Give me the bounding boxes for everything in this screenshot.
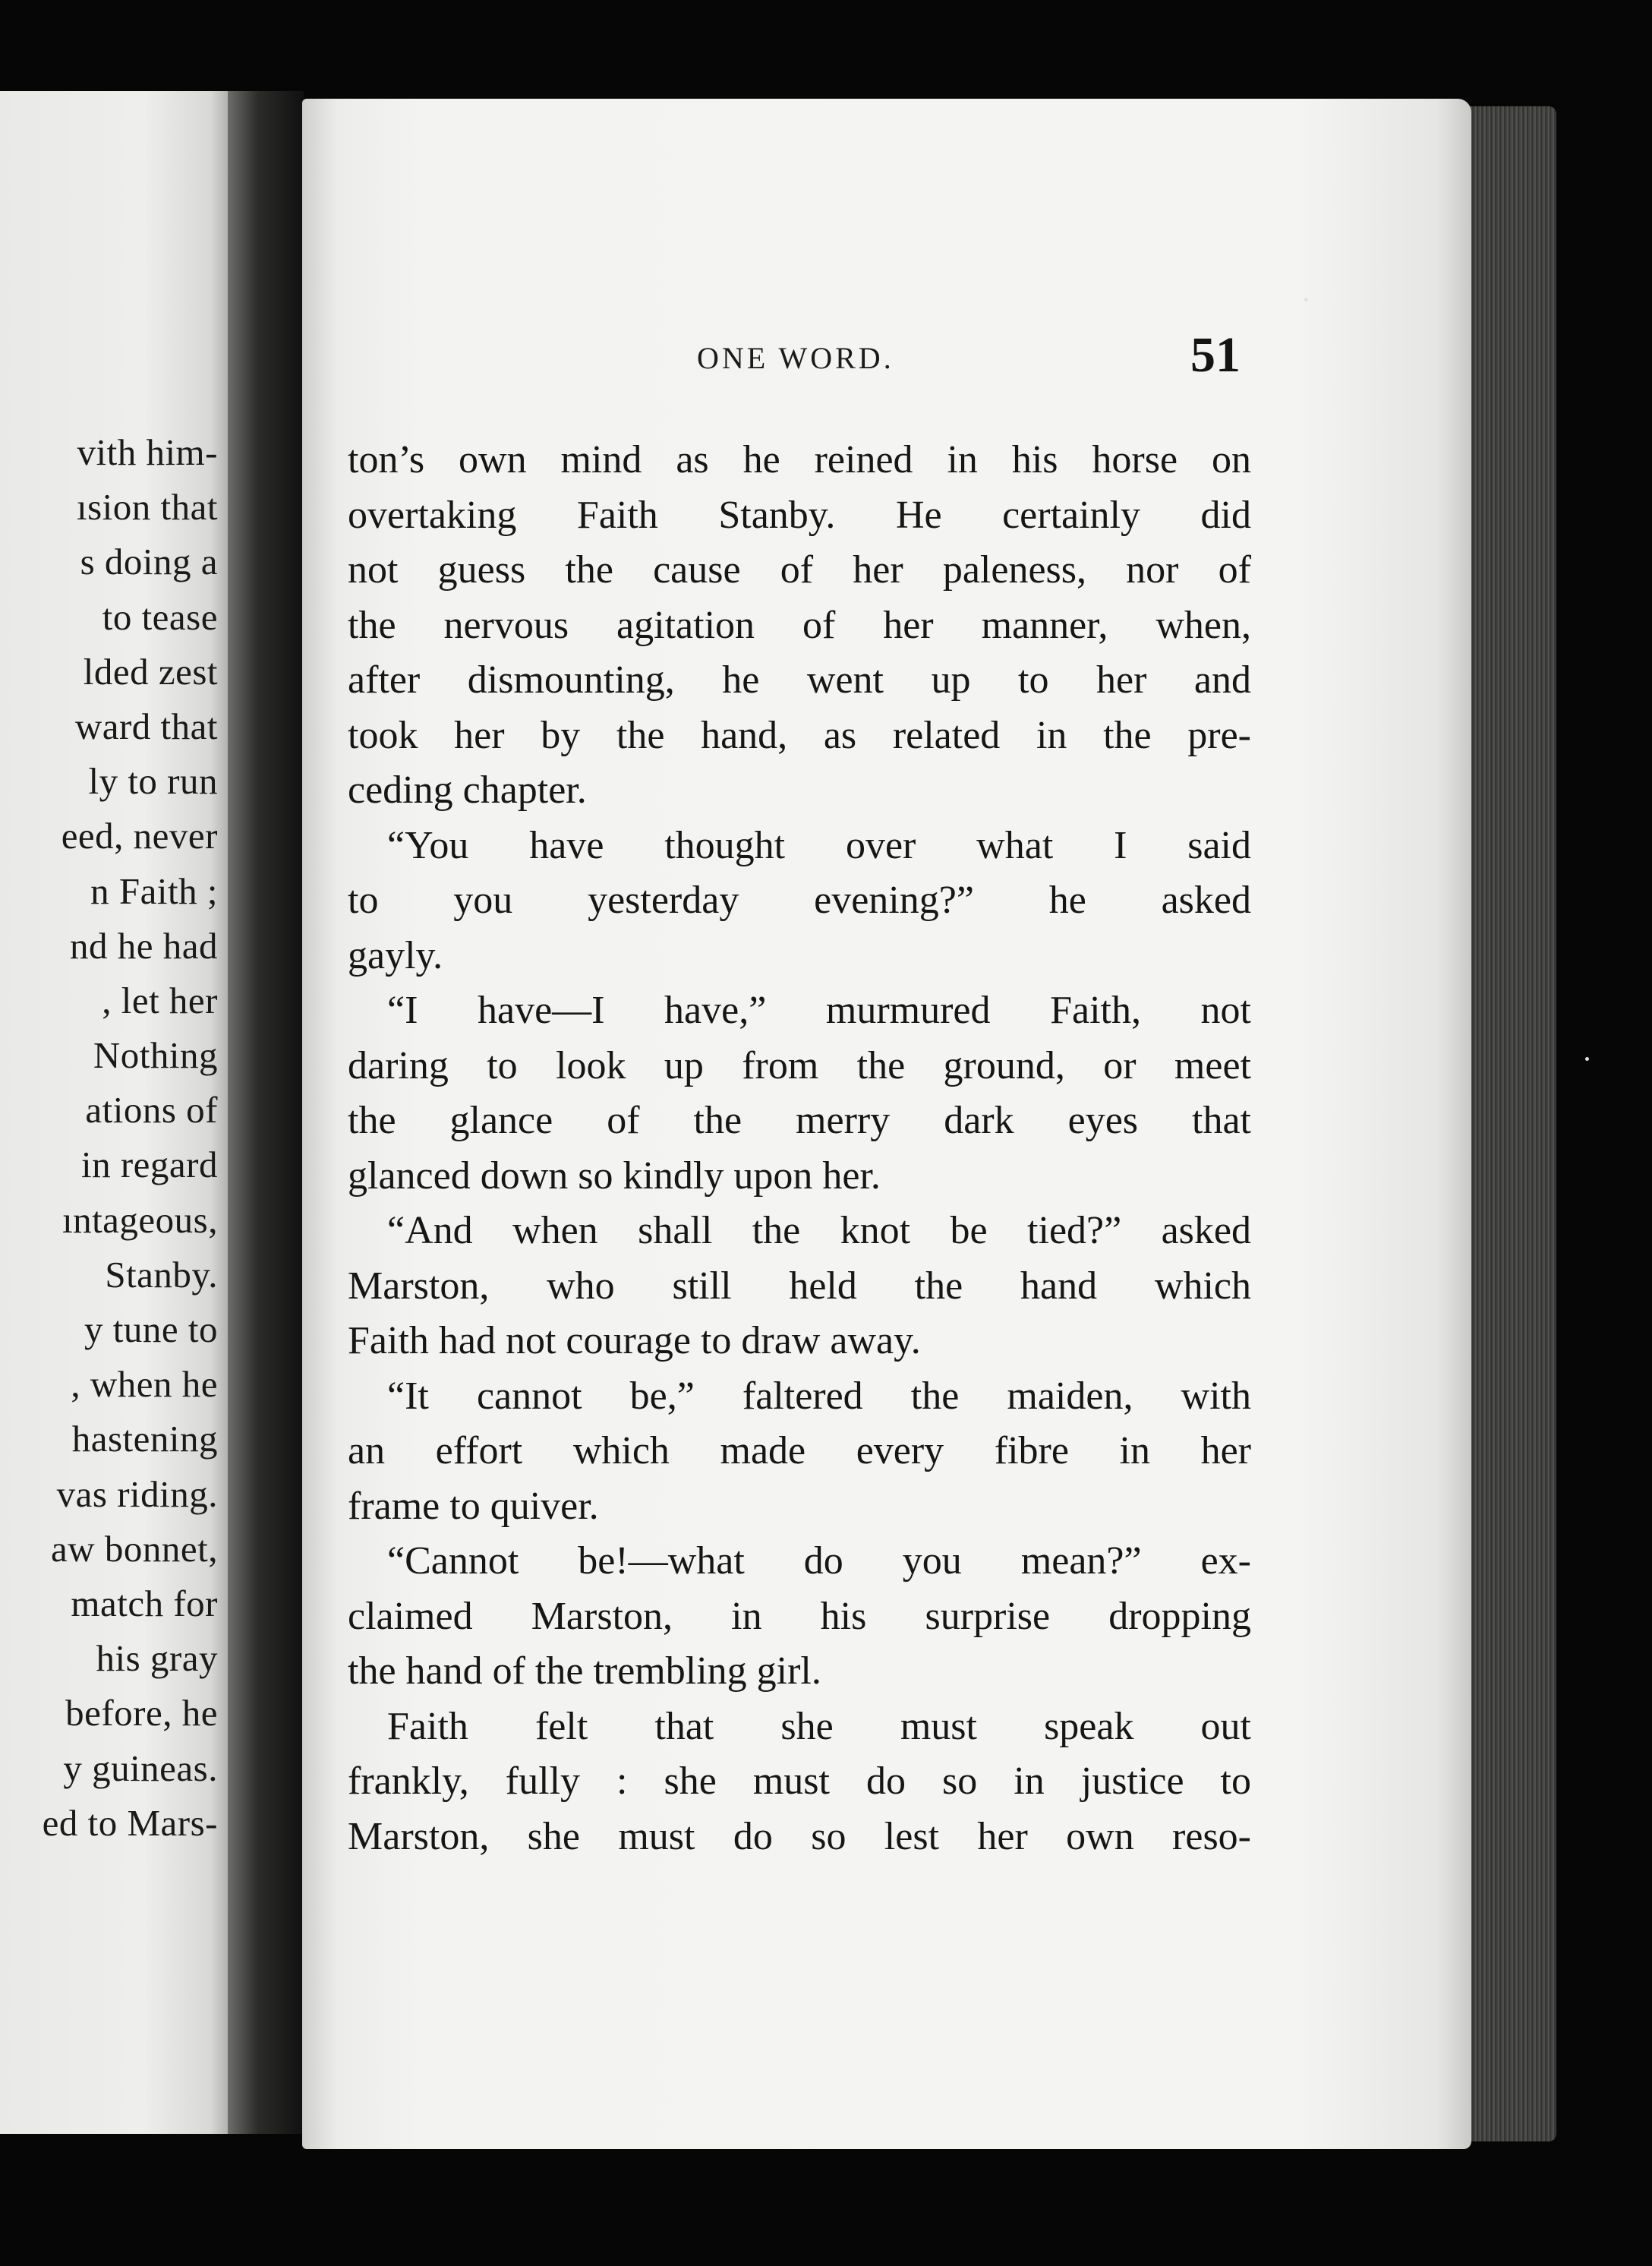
left-line: in regard [81,1144,218,1186]
text-line: claimed Marston, in his surprise dropping [348,1594,1251,1638]
text-line: the hand of the trembling girl. [348,1649,821,1693]
text-line: to you yesterday evening?” he asked [348,879,1251,922]
text-line: the nervous agitation of her manner, when, [348,603,1251,647]
text-line: took her by the hand, as related in the pre- [348,713,1251,757]
left-line: ward that [74,705,218,747]
left-line: Nothing [93,1034,218,1077]
left-line: hastening [71,1418,218,1460]
text-line: overtaking Faith Stanby. He certainly did [348,493,1251,537]
left-line: vas riding. [56,1472,218,1515]
text-line: gayly. [348,933,443,977]
text-line: the glance of the merry dark eyes that [348,1099,1251,1142]
left-line: y tune to [84,1308,218,1350]
text-line: “Cannot be!—what do you mean?” ex- [387,1539,1251,1583]
left-line: n Faith ; [90,869,218,912]
left-line: before, he [65,1692,218,1734]
dust-speck [1585,1057,1589,1061]
page-edges [1465,106,1556,2141]
text-line: ton’s own mind as he reined in his horse on [348,438,1251,481]
text-line: ceding chapter. [348,768,587,812]
page-header [302,327,1471,387]
text-line: “It cannot be,” faltered the maiden, with [387,1374,1251,1418]
left-line: s doing a [80,541,218,583]
left-line: ıntageous, [61,1198,218,1241]
left-line: to tease [102,595,218,638]
text-line: after dismounting, he went up to her and [348,658,1251,702]
text-line: frankly, fully : she must do so in justice to [348,1759,1251,1803]
left-line: ısion that [76,486,218,529]
page-number: 51 [1190,327,1241,383]
left-line: y guineas. [63,1747,218,1789]
dust-speck [1304,298,1308,301]
right-page [302,99,1471,2149]
left-line: Stanby. [105,1253,218,1296]
book-gutter-shadow [228,91,304,2134]
text-line: “I have—I have,” murmured Faith, not [387,989,1251,1032]
left-facing-page [0,91,239,2134]
text-line: an effort which made every fibre in her [348,1429,1251,1472]
left-line: ly to run [88,760,218,803]
left-line: , let her [102,979,218,1021]
text-line: glanced down so kindly upon her. [348,1154,881,1198]
left-line: ations of [85,1089,218,1131]
left-line: his gray [96,1637,218,1680]
text-line: not guess the cause of her paleness, nor of [348,548,1251,592]
left-line: nd he had [70,924,218,967]
text-line: daring to look up from the ground, or meet [348,1043,1251,1087]
left-line: match for [71,1582,218,1624]
running-title: ONE WORD. [697,341,894,375]
text-line: Faith had not courage to draw away. [348,1319,921,1362]
left-line: vith him- [77,431,218,473]
text-line: frame to quiver. [348,1484,599,1528]
left-page-text [0,425,218,1851]
left-line: ed to Mars- [42,1801,218,1844]
text-line: Faith felt that she must speak out [387,1704,1251,1748]
left-line: , when he [71,1363,218,1406]
left-line: aw bonnet, [51,1527,218,1570]
page-body-text [348,433,1251,1864]
left-line: lded zest [83,650,218,693]
text-line: “You have thought over what I said [387,823,1251,867]
text-line: “And when shall the knot be tied?” asked [387,1209,1251,1252]
text-line: Marston, she must do so lest her own reso- [348,1814,1251,1858]
text-line: Marston, who still held the hand which [348,1264,1251,1308]
left-line: eed, never [61,815,218,857]
